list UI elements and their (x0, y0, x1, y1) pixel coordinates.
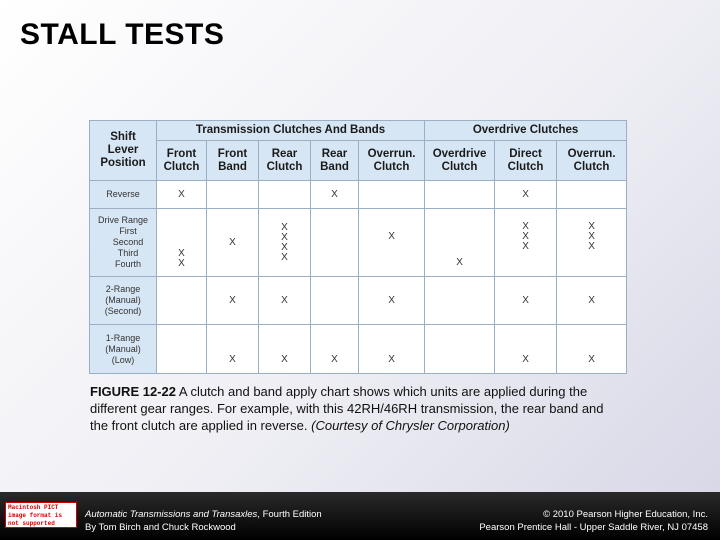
row-label-drive: Drive Range First Second Third Fourth (90, 209, 157, 277)
apply-mark: X (388, 295, 395, 306)
col-rear-clutch: Rear Clutch (259, 141, 311, 181)
apply-mark: X (522, 295, 529, 306)
apply-mark: X (588, 240, 595, 252)
apply-mark: X (331, 189, 338, 200)
transmission-group-header: Transmission Clutches And Bands (157, 121, 425, 141)
apply-mark: X (388, 230, 395, 242)
apply-mark: X (229, 295, 236, 306)
apply-mark: X (281, 241, 288, 253)
table-row (90, 277, 627, 325)
overdrive-group-header: Overdrive Clutches (425, 121, 627, 141)
col-rear-band: Rear Band (311, 141, 359, 181)
col-front-clutch: Front Clutch (157, 141, 207, 181)
apply-mark: X (281, 221, 288, 233)
apply-mark: X (281, 251, 288, 263)
col-front-band: Front Band (207, 141, 259, 181)
apply-mark: X (178, 257, 185, 269)
publisher-credit (479, 508, 708, 534)
apply-table (89, 120, 627, 374)
table-row (90, 181, 627, 209)
table-row (90, 209, 627, 277)
apply-mark: X (522, 230, 529, 242)
apply-mark: X (281, 231, 288, 243)
col-overdrive-clutch: Overdrive Clutch (425, 141, 495, 181)
table-row (90, 325, 627, 374)
book-authors: By Tom Birch and Chuck Rockwood (85, 522, 236, 533)
figure-number: FIGURE 12-22 (90, 384, 176, 399)
clutch-band-apply-chart (89, 120, 626, 373)
apply-mark: X (588, 354, 595, 365)
apply-mark: X (456, 256, 463, 268)
slide-footer (0, 492, 720, 540)
row-label-reverse: Reverse (90, 181, 157, 209)
unsupported-image-placeholder: Macintosh PICT image format is not supported (5, 502, 77, 528)
caption-text: A clutch and band apply chart shows which units are applied during the different gear ranges. For example, with this 42RH/46RH transmission, the rear band and the front clutch are applied in reverse. (90, 384, 604, 433)
apply-mark: X (229, 237, 236, 248)
apply-mark: X (331, 354, 338, 365)
shift-lever-header: Shift Lever Position (90, 121, 157, 181)
apply-mark: X (522, 220, 529, 232)
copyright: © 2010 Pearson Higher Education, Inc. (543, 509, 708, 520)
apply-mark: X (229, 354, 236, 365)
apply-mark: X (281, 295, 288, 306)
col-od-overrun-clutch: Overrun. Clutch (557, 141, 627, 181)
book-title: Automatic Transmissions and Transaxles (85, 509, 258, 520)
apply-mark: X (388, 354, 395, 365)
apply-mark: X (588, 230, 595, 242)
apply-mark: X (588, 295, 595, 306)
book-edition: , Fourth Edition (257, 509, 322, 520)
apply-mark: X (281, 354, 288, 365)
apply-mark: X (178, 247, 185, 259)
apply-mark: X (522, 189, 529, 200)
apply-mark: X (178, 189, 185, 200)
book-credit (85, 508, 322, 534)
figure-caption (90, 383, 620, 434)
row-label-2-range: 2-Range (Manual) (Second) (90, 277, 157, 325)
caption-credit: (Courtesy of Chrysler Corporation) (311, 418, 510, 433)
apply-mark: X (588, 220, 595, 232)
col-direct-clutch: Direct Clutch (495, 141, 557, 181)
apply-mark: X (522, 240, 529, 252)
apply-mark: X (522, 354, 529, 365)
slide-title: STALL TESTS (20, 18, 225, 51)
col-overrun-clutch: Overrun. Clutch (359, 141, 425, 181)
row-label-1-range: 1-Range (Manual) (Low) (90, 325, 157, 374)
publisher: Pearson Prentice Hall - Upper Saddle River, NJ 07458 (479, 522, 708, 533)
